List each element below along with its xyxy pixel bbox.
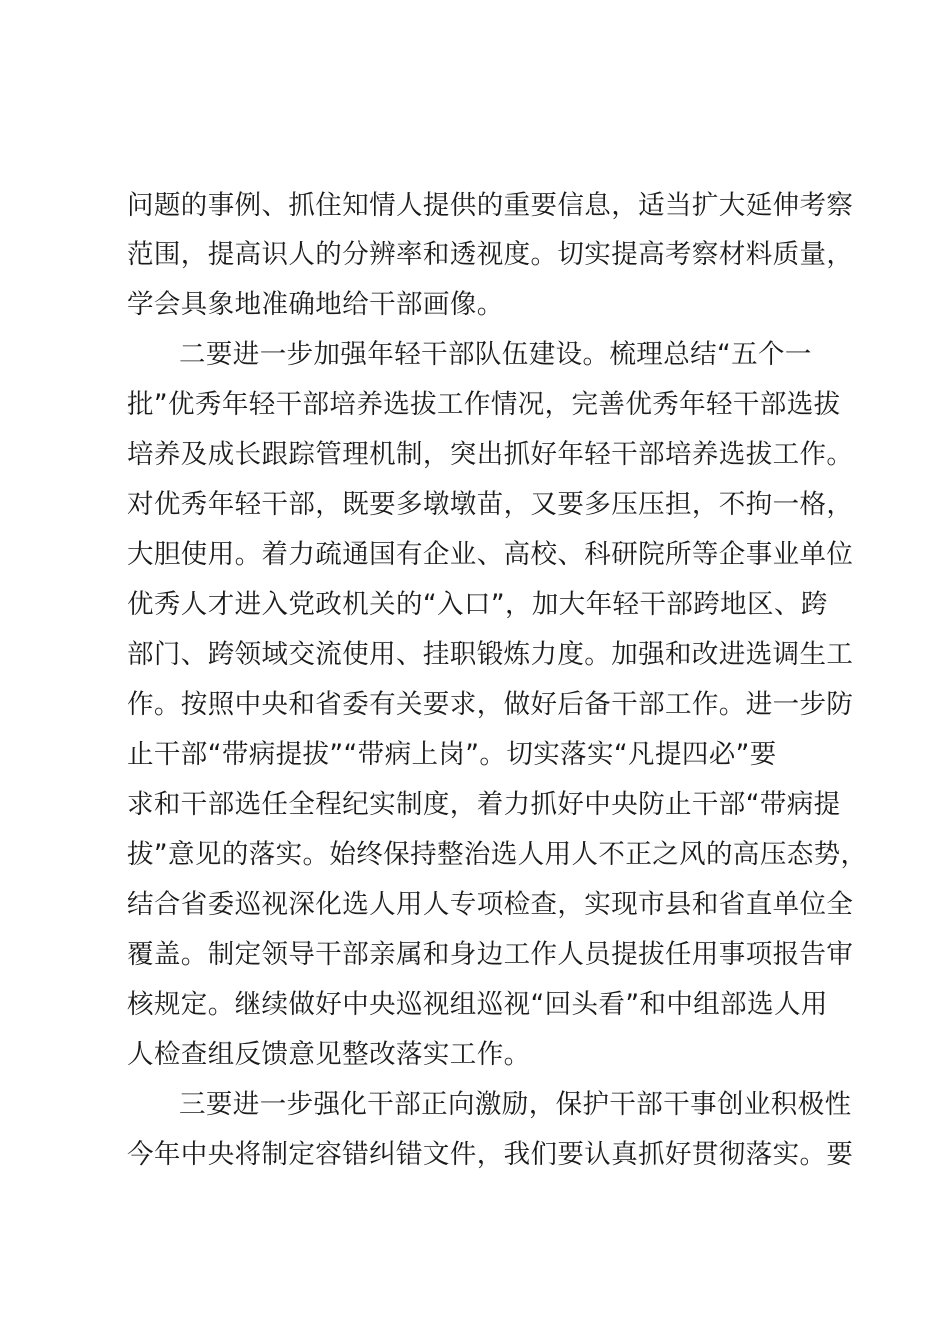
text-line: 范围，提高识人的分辨率和透视度。切实提高考察材料质量， [127, 239, 854, 270]
text-line: 部门、跨领域交流使用、挂职锻炼力度。加强和改进选调生工 [127, 639, 854, 670]
text-line: 拔”意见的落实。始终保持整治选人用人不正之风的高压态势， [127, 839, 868, 870]
text-line: 人检查组反馈意见整改落实工作。 [127, 1039, 531, 1070]
text-line: 培养及成长跟踪管理机制，突出抓好年轻干部培养选拔工作。 [127, 439, 854, 470]
text-line: 学会具象地准确地给干部画像。 [127, 289, 504, 320]
text-line: 对优秀年轻干部，既要多墩墩苗，又要多压压担，不拘一格， [127, 489, 854, 520]
text-line: 核规定。继续做好中央巡视组巡视“回头看”和中组部选人用 [127, 989, 828, 1020]
text-line: 作。按照中央和省委有关要求，做好后备干部工作。进一步防 [127, 689, 854, 720]
text-line: 止干部“带病提拔”“带病上岗”。切实落实“凡提四必”要 [127, 739, 777, 770]
text-line: 覆盖。制定领导干部亲属和身边工作人员提拔任用事项报告审 [127, 939, 854, 970]
text-line: 问题的事例、抓住知情人提供的重要信息，适当扩大延伸考察 [127, 190, 854, 221]
text-line: 批”优秀年轻干部培养选拔工作情况，完善优秀年轻干部选拔 [127, 389, 841, 420]
text-line: 优秀人才进入党政机关的“入口”，加大年轻干部跨地区、跨 [127, 589, 828, 620]
text-line: 求和干部选任全程纪实制度，着力抓好中央防止干部“带病提 [127, 789, 841, 820]
paragraph-start-line: 三要进一步强化干部正向激励，保护干部干事创业积极性 [179, 1089, 852, 1120]
text-line: 结合省委巡视深化选人用人专项检查，实现市县和省直单位全 [127, 889, 854, 920]
text-line: 大胆使用。着力疏通国有企业、高校、科研院所等企事业单位 [127, 539, 854, 570]
text-line: 今年中央将制定容错纠错文件，我们要认真抓好贯彻落实。要 [127, 1139, 854, 1170]
paragraph-start-line: 二要进一步加强年轻干部队伍建设。梳理总结“五个一 [179, 339, 812, 370]
